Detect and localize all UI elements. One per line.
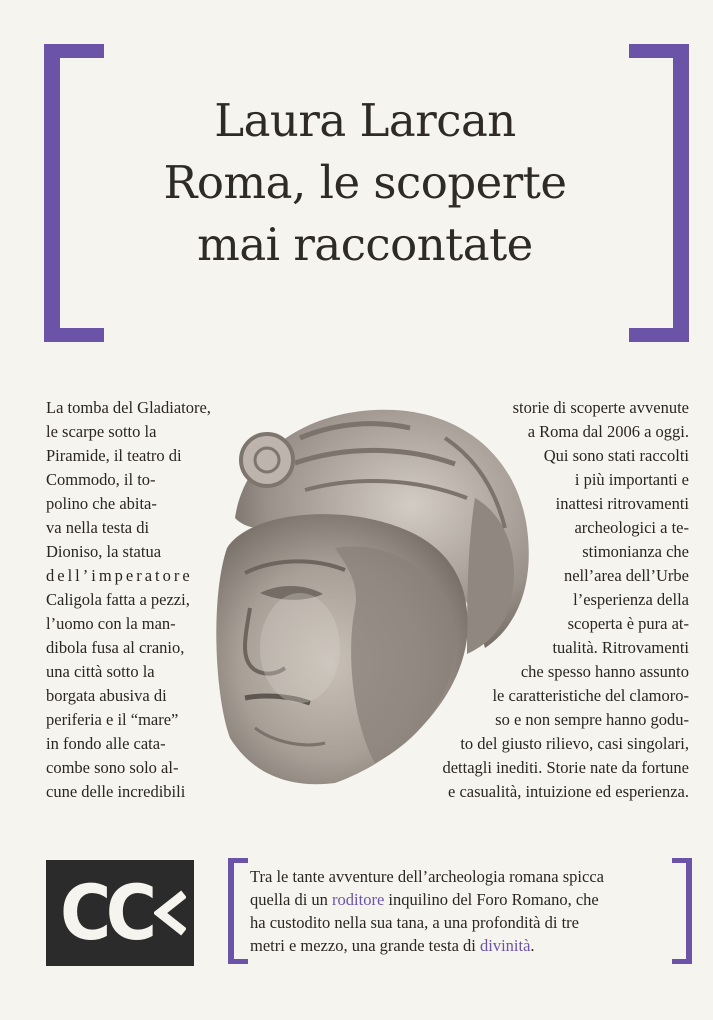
book-title-block	[110, 90, 620, 276]
blurb-text: quella di un	[250, 890, 333, 909]
text-line: La tomba del Gladiatore,	[46, 398, 211, 417]
text-line: a Roma dal 2006 a oggi.	[527, 422, 689, 441]
text-line: Piramide, il teatro di	[46, 446, 182, 465]
title-line: mai raccontate	[197, 218, 533, 271]
text-line: va nella testa di	[46, 518, 150, 537]
text-line: so e non sempre hanno godu-	[495, 710, 689, 729]
blurb-line	[250, 889, 599, 911]
text-line: l’uomo con la man-	[46, 614, 176, 633]
text-line: storie di scoperte avvenute	[512, 398, 689, 417]
title-line: Roma, le scoperte	[163, 156, 567, 209]
blurb-left-bracket	[228, 858, 252, 964]
text-line: cune delle incredibili	[46, 782, 186, 801]
text-line: to del giusto rilievo, casi singolari,	[460, 734, 689, 753]
right-bracket-ornament	[629, 44, 689, 342]
blurb-text: .	[530, 936, 535, 955]
author-name: Laura Larcan	[214, 94, 516, 147]
text-line: periferia e il “mare”	[46, 710, 179, 729]
text-line: l’esperienza della	[573, 590, 689, 609]
text-line: i più importanti e	[574, 470, 689, 489]
text-line: tualità. Ritrovamenti	[552, 638, 689, 657]
chevron-left-icon	[154, 890, 186, 936]
text-line: scoperta è pura at-	[567, 614, 689, 633]
blurb-text: inquilino del Foro Romano, che	[384, 890, 599, 909]
text-line: Caligola fatta a pezzi,	[46, 590, 190, 609]
text-line: Dioniso, la statua	[46, 542, 162, 561]
blurb-right-bracket	[668, 858, 692, 964]
text-line: dibola fusa al cranio,	[46, 638, 185, 657]
blurb-line	[250, 935, 535, 957]
text-line: e casualità, intuizione ed esperienza.	[448, 782, 689, 801]
text-line: una città sotto la	[46, 662, 155, 681]
blurb-line: ha custodito nella sua tana, a una profondità di tre	[250, 913, 579, 932]
text-line: archeologici a te-	[574, 518, 689, 537]
text-line: Qui sono stati raccolti	[543, 446, 689, 465]
text-line: inattesi ritrovamenti	[555, 494, 689, 513]
text-line: polino che abita-	[46, 494, 157, 513]
blurb-highlight: roditore	[332, 890, 385, 909]
text-line: le caratteristiche del clamoro-	[492, 686, 689, 705]
text-line: in fondo alle cata-	[46, 734, 166, 753]
text-line: stimonianza che	[582, 542, 689, 561]
sculpted-head-illustration	[205, 398, 535, 788]
left-bracket-ornament	[44, 44, 104, 342]
text-line: Commodo, il to-	[46, 470, 156, 489]
logo-lettering: CC	[60, 868, 152, 957]
text-line: che spesso hanno assunto	[520, 662, 689, 681]
blurb-line: Tra le tante avventure dell’archeologia romana spicca	[250, 867, 604, 886]
text-line: dell’imperatore	[46, 566, 193, 585]
text-line: combe sono solo al-	[46, 758, 179, 777]
text-line: le scarpe sotto la	[46, 422, 157, 441]
blurb-text: metri e mezzo, una grande testa di	[250, 936, 480, 955]
publisher-logo	[46, 860, 194, 966]
text-line: dettagli inediti. Storie nate da fortune	[442, 758, 689, 777]
blurb-highlight: divinità	[480, 936, 531, 955]
text-line: nell’area dell’Urbe	[563, 566, 689, 585]
text-line: borgata abusiva di	[46, 686, 167, 705]
